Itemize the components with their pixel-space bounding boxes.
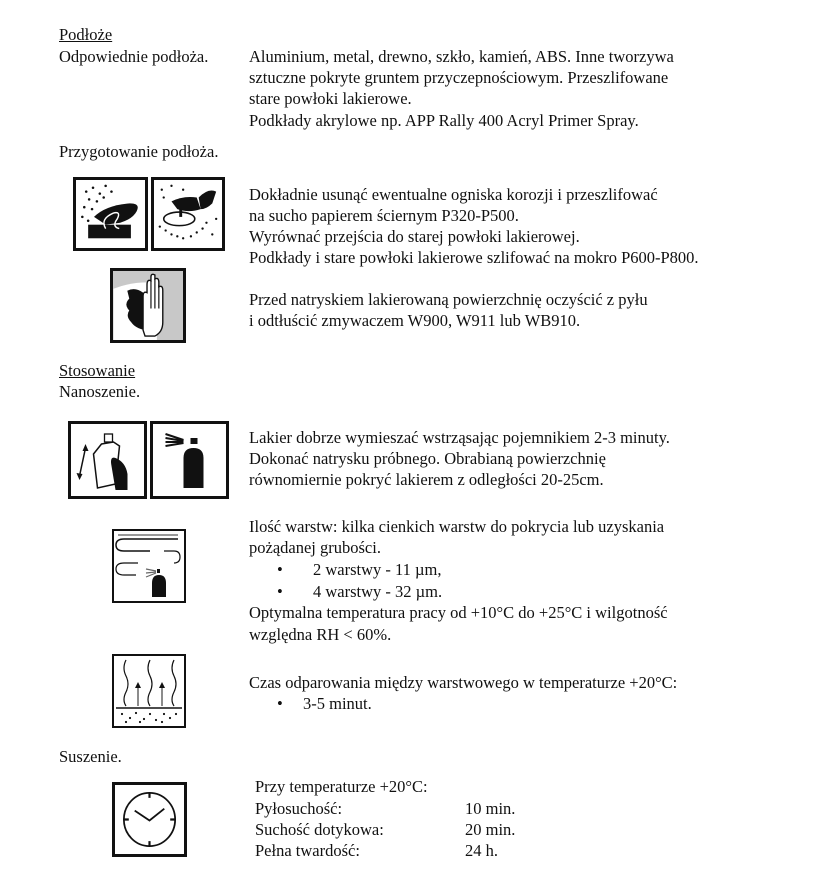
prep-line: Dokładnie usunąć ewentualne ogniska korozji i przeszlifować bbox=[249, 185, 658, 204]
prep-line: Podkłady i stare powłoki lakierowe szlifować na mokro P600-P800. bbox=[249, 248, 699, 267]
temp-line: względna RH < 60%. bbox=[249, 625, 392, 644]
drying-header: Przy temperaturze +20°C: bbox=[255, 777, 428, 796]
spray-can-icon bbox=[150, 421, 229, 499]
drying-row-value: 20 min. bbox=[465, 820, 516, 839]
bullet-icon: • bbox=[277, 560, 283, 579]
clean-line: i odtłuścić zmywaczem W900, W911 lub WB910. bbox=[249, 311, 581, 330]
spray-layers-icon bbox=[112, 529, 186, 603]
preparation-label: Przygotowanie podłoża. bbox=[59, 142, 219, 161]
flash-off-bullet: 3-5 minut. bbox=[303, 694, 372, 713]
prep-line: na sucho papierem ściernym P320-P500. bbox=[249, 206, 519, 225]
drying-row-value: 24 h. bbox=[465, 841, 498, 860]
mix-line: Lakier dobrze wymieszać wstrząsając pojemnikiem 2-3 minuty. bbox=[249, 428, 670, 447]
drying-row-value: 10 min. bbox=[465, 799, 516, 818]
layers-line: pożądanej grubości. bbox=[249, 538, 381, 557]
drying-label: Suszenie. bbox=[59, 747, 122, 766]
bullet-icon: • bbox=[277, 582, 283, 601]
suitable-substrates-label: Odpowiednie podłoża. bbox=[59, 47, 209, 66]
flash-off-icon bbox=[112, 654, 186, 728]
suitable-line: sztuczne pokryte gruntem przyczepnościowym. Przeszlifowane bbox=[249, 68, 669, 87]
mix-line: Dokonać natrysku próbnego. Obrabianą powierzchnię bbox=[249, 449, 606, 468]
prep-line: Wyrównać przejścia do starej powłoki lakierowej. bbox=[249, 227, 580, 246]
drying-row-label: Suchość dotykowa: bbox=[255, 820, 384, 839]
layers-bullet: 2 warstwy - 11 µm, bbox=[313, 560, 442, 579]
drying-row-label: Pełna twardość: bbox=[255, 841, 360, 860]
clean-line: Przed natryskiem lakierowaną powierzchnię oczyścić z pyłu bbox=[249, 290, 648, 309]
flash-off-line: Czas odparowania między warstwowego w temperaturze +20°C: bbox=[249, 673, 678, 692]
dry-sanding-icon bbox=[73, 177, 148, 251]
drying-row-label: Pyłosuchość: bbox=[255, 799, 343, 818]
section-heading-substrate: Podłoże bbox=[59, 25, 113, 44]
layers-line: Ilość warstw: kilka cienkich warstw do pokrycia lub uzyskania bbox=[249, 517, 665, 536]
mix-line: równomiernie pokryć lakierem z odległości 20-25cm. bbox=[249, 470, 604, 489]
shake-can-icon bbox=[68, 421, 147, 499]
temp-line: Optymalna temperatura pracy od +10°C do +25°C i wilgotność bbox=[249, 603, 668, 622]
suitable-line: stare powłoki lakierowe. bbox=[249, 89, 412, 108]
suitable-line: Podkłady akrylowe np. APP Rally 400 Acryl Primer Spray. bbox=[249, 111, 639, 130]
section-heading-application: Stosowanie bbox=[59, 361, 136, 380]
clock-icon bbox=[112, 782, 187, 857]
bullet-icon: • bbox=[277, 694, 283, 713]
suitable-line: Aluminium, metal, drewno, szkło, kamień, ABS. Inne tworzywa bbox=[249, 47, 674, 66]
machine-sanding-icon bbox=[151, 177, 225, 251]
application-label: Nanoszenie. bbox=[59, 382, 141, 401]
cleaning-hand-icon bbox=[110, 268, 186, 343]
layers-bullet: 4 warstwy - 32 µm. bbox=[313, 582, 443, 601]
